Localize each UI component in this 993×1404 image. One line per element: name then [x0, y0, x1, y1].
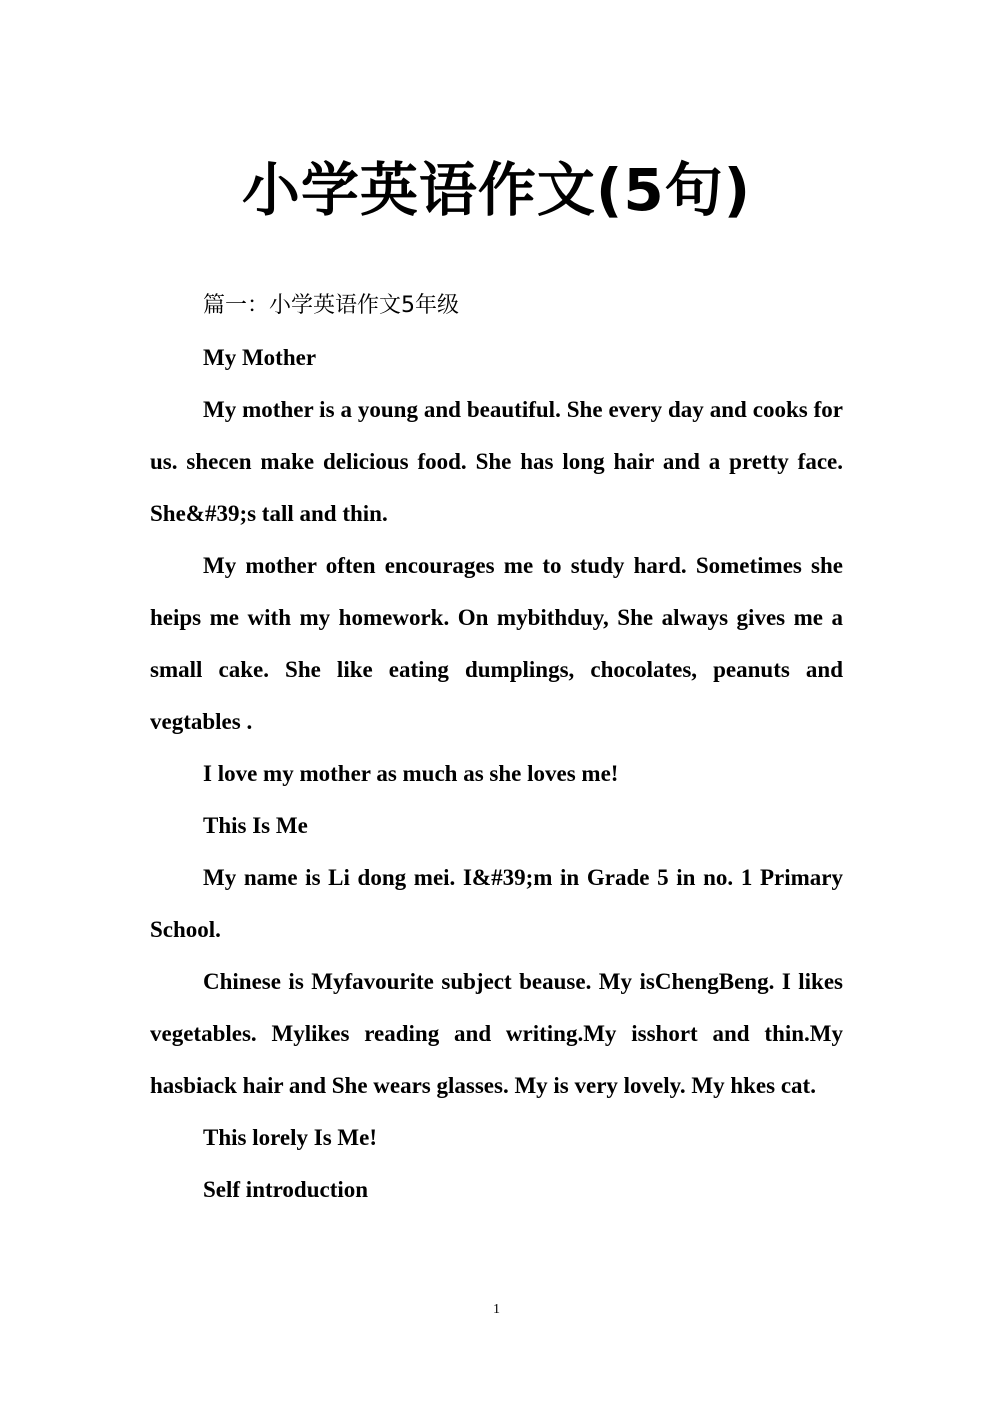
document-title: 小学英语作文(5句) [241, 156, 752, 224]
paragraph: My mother often encourages me to study hard. Sometimes she heips me with my homework. On mybithduy, She always gives me a small cake. She like eating dumplings, chocolates, peanuts and vegtables . [150, 553, 843, 734]
paragraph: I love my mother as much as she loves me! [203, 761, 619, 786]
paragraph: My name is Li dong mei. I&#39;m in Grade 5 in no. 1 Primary School. [150, 865, 843, 942]
essay-title-my-mother: My Mother [203, 345, 317, 370]
paragraph: Chinese is Myfavourite subject beause. My isChengBeng. I likes vegetables. Mylikes reading and writing.My isshort and thin.My hasbiack hair and She wears glasses. My is very lovely. My hkes cat. [150, 969, 843, 1098]
document-body [150, 280, 843, 1216]
essay-title-self-introduction: Self introduction [203, 1177, 369, 1202]
page-number: 1 [493, 1302, 500, 1317]
essay-title-this-is-me: This Is Me [203, 813, 308, 838]
section-heading: 篇一：小学英语作文5年级 [203, 293, 459, 318]
paragraph: My mother is a young and beautiful. She every day and cooks for us. shecen make delicious food. She has long hair and a pretty face. She&#39;s tall and thin. [150, 397, 843, 526]
paragraph: This lorely Is Me! [203, 1125, 377, 1150]
